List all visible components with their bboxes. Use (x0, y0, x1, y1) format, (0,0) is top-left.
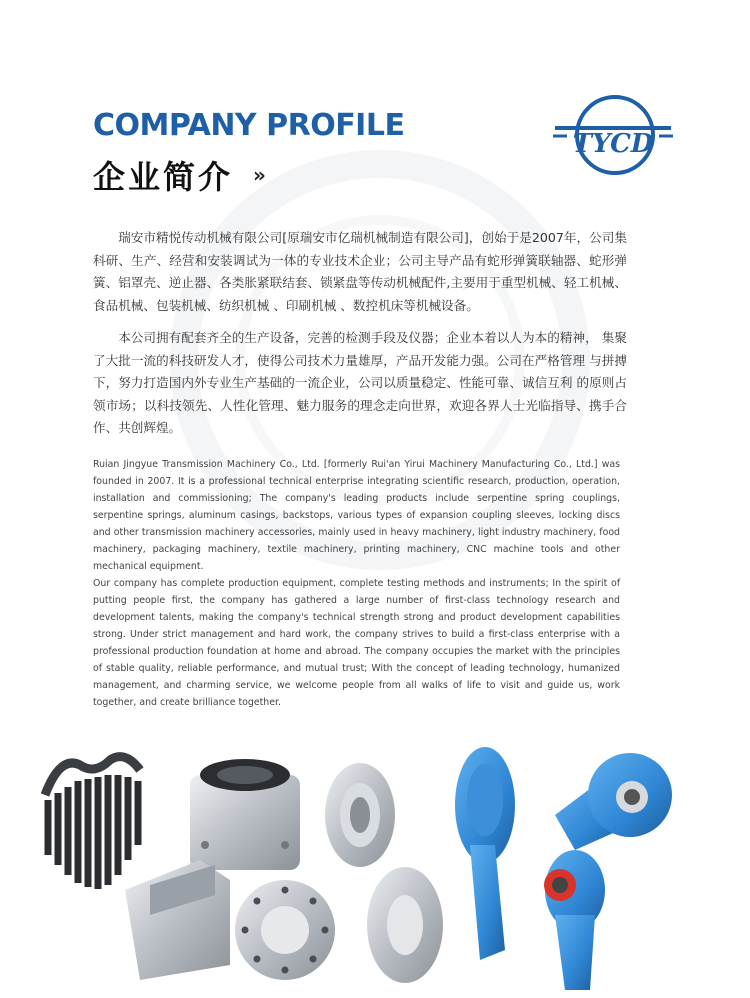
page-title-cn: 企业简介 (93, 158, 234, 196)
double-chevron-icon: » (253, 163, 266, 187)
blue-backstop-compact-product (544, 850, 605, 990)
aluminum-coupling-cover-product (190, 759, 300, 870)
locking-disc-product (325, 763, 395, 867)
serpentine-spring-product (45, 757, 140, 889)
logo-lettering: TYCD (572, 129, 654, 159)
aluminum-casing-product (125, 860, 230, 980)
page-title-en: COMPANY PROFILE (93, 108, 405, 143)
intro-paragraph-cn-1: 瑞安市精悦传动机械有限公司[原瑞安市亿瑞机械制造有限公司]，创始于是2007年，公司集科研、生产、经营和安装调试为一体的专业技术企业；公司主导产品有蛇形弹簧联轴器、蛇形弹簧、铝罩壳、逆止器、各类胀紧联结套、锁紧盘等传动机械配件,主要用于重型机械、轻工机械、食品机械、包装机械、纺织机械 、印刷机械 、数控机床等机械设备。 (93, 230, 627, 313)
expansion-sleeve-product (367, 867, 443, 983)
tycd-logo (553, 90, 673, 180)
intro-paragraph-en-1: Ruian Jingyue Transmission Machinery Co., Ltd. [formerly Rui'an Yirui Machinery Manufacturing Co., Ltd.] was founded in 2007. It is a professional technical enterprise integrating scientific research, production, operation, installation and commissioning; The company's leading products include serpentine spring couplings, serpentine springs, aluminum casings, backstops, various types of expansion coupling sleeves, locking discs and other transmission machinery accessories, mainly used in heavy machinery, light industry machinery, food machinery, packaging machinery, textile machinery, printing machinery, CNC machine tools and other mechanical equipment. (93, 459, 620, 572)
blue-backstop-arm-product (555, 753, 672, 850)
expansion-coupling-sleeve-product (235, 880, 335, 980)
blue-backstop-product (455, 747, 515, 960)
intro-paragraph-cn-2: 本公司拥有配套齐全的生产设备，完善的检测手段及仪器；企业本着以人为本的精神， 集聚了大批一流的科技研发人才，使得公司技术力量雄厚，产品开发能力强。公司在严格管理 与拼搏下，努力打造国内外专业生产基础的一流企业，公司以质量稳定、性能可靠、诚信互利 的原则占领市场；以科技领先、人性化管理、魅力服务的理念走向世界，欢迎各界人士光临指导、携手合作、共创辉煌。 (93, 330, 627, 435)
intro-english-block (93, 456, 620, 711)
intro-paragraph-en-2: Our company has complete production equipment, complete testing methods and instruments; In the spirit of putting people first, the company has gathered a large number of first-class technology research and development talents, making the company's technical strength strong and product development capabilities strong. Under strict management and hard work, the company strives to build a first-class enterprise with a professional production foundation at home and abroad. The company occupies the market with the principles of stable quality, reliable performance, and mutual trust; With the concept of leading technology, humanized management, and charming service, we welcome people from all walks of life to visit and guide us, work together, and create brilliance together. (93, 578, 620, 708)
product-showcase-image (0, 735, 750, 998)
